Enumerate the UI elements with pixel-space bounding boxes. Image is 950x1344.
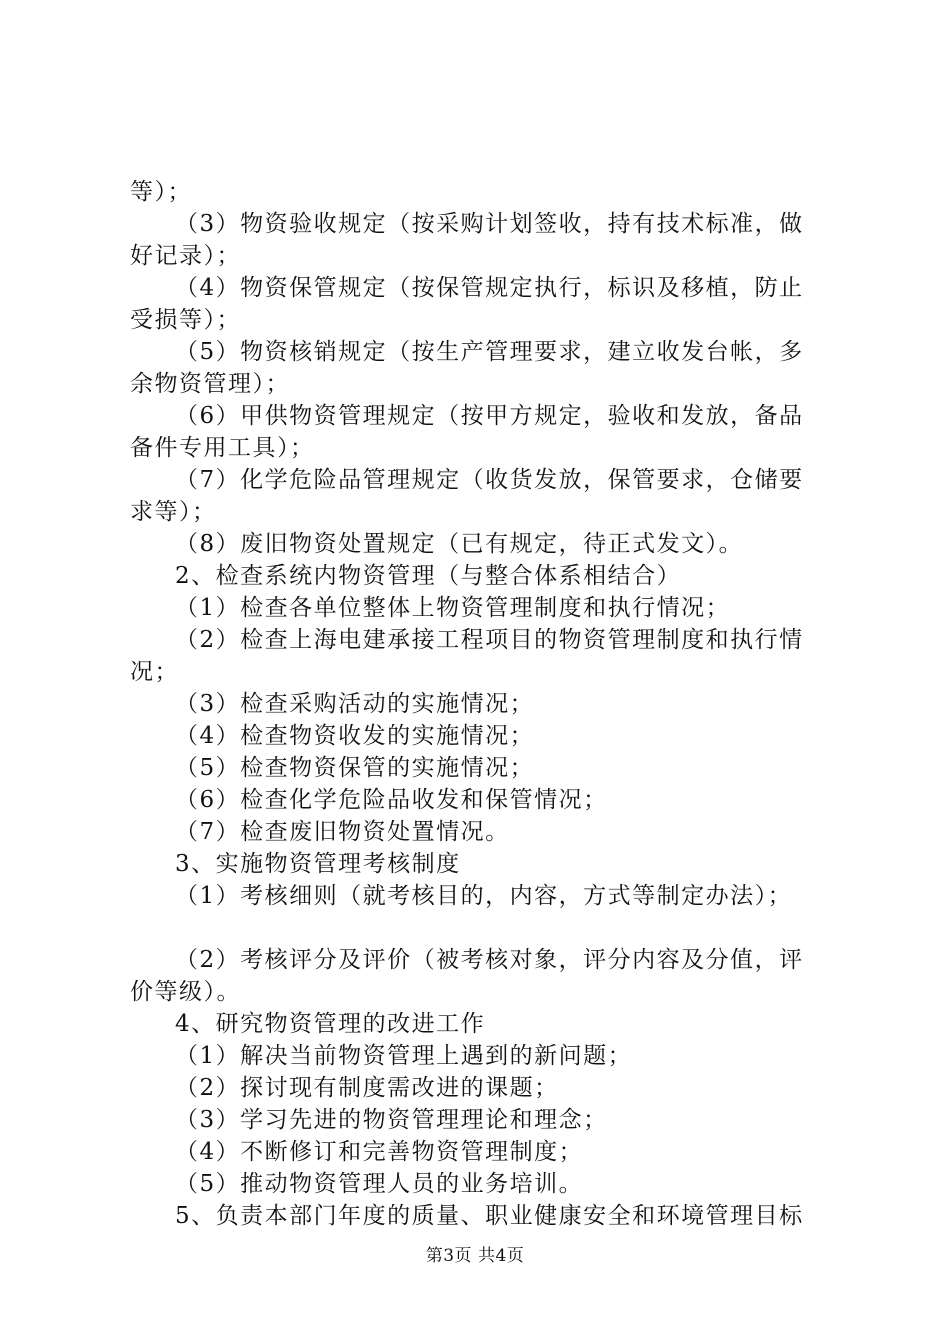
text-line: （2）考核评分及评价（被考核对象，评分内容及分值，评	[175, 947, 804, 973]
text-line: 求等）；	[130, 499, 217, 525]
text-line: （2）探讨现有制度需改进的课题；	[175, 1075, 559, 1101]
text-line: 备件专用工具）；	[130, 435, 315, 461]
text-line: 受损等）；	[130, 307, 241, 333]
text-line: 等）；	[130, 179, 192, 205]
text-line: （3）学习先进的物资管理理论和理念；	[175, 1107, 608, 1133]
section-heading: 4、研究物资管理的改进工作	[175, 1011, 486, 1037]
text-line: （4）物资保管规定（按保管规定执行，标识及移植，防止	[175, 275, 804, 301]
text-line: （5）检查物资保管的实施情况；	[175, 755, 535, 781]
text-line: （4）不断修订和完善物资管理制度；	[175, 1139, 584, 1165]
text-line: 好记录）；	[130, 243, 241, 269]
text-line: （5）推动物资管理人员的业务培训。	[175, 1171, 584, 1197]
text-line: （3）检查采购活动的实施情况；	[175, 691, 535, 717]
text-line: （8）废旧物资处置规定（已有规定，待正式发文）。	[175, 531, 744, 557]
text-line: （4）检查物资收发的实施情况；	[175, 723, 535, 749]
text-line: （6）甲供物资管理规定（按甲方规定，验收和发放，备品	[175, 403, 804, 429]
page-footer: 第3页 共4页	[425, 1246, 525, 1266]
text-line: （7）化学危险品管理规定（收货发放，保管要求，仓储要	[175, 467, 804, 493]
section-heading: 3、实施物资管理考核制度	[175, 851, 461, 877]
section-heading: 5、负责本部门年度的质量、职业健康安全和环境管理目标	[175, 1203, 804, 1229]
text-line: 价等级）。	[130, 979, 241, 1005]
text-line: 况；	[130, 659, 179, 685]
text-line: （6）检查化学危险品收发和保管情况；	[175, 787, 608, 813]
section-heading: 2、检查系统内物资管理（与整合体系相结合）	[175, 563, 682, 589]
text-line: （2）检查上海电建承接工程项目的物资管理制度和执行情	[175, 627, 804, 653]
text-line: （1）解决当前物资管理上遇到的新问题；	[175, 1043, 633, 1069]
text-line: （1）考核细则（就考核目的，内容，方式等制定办法）；	[175, 883, 793, 909]
text-line: （3）物资验收规定（按采购计划签收，持有技术标准，做	[175, 211, 804, 237]
text-line: 余物资管理）；	[130, 371, 290, 397]
text-line: （5）物资核销规定（按生产管理要求，建立收发台帐，多	[175, 339, 804, 365]
text-line: （7）检查废旧物资处置情况。	[175, 819, 510, 845]
text-line: （1）检查各单位整体上物资管理制度和执行情况；	[175, 595, 731, 621]
